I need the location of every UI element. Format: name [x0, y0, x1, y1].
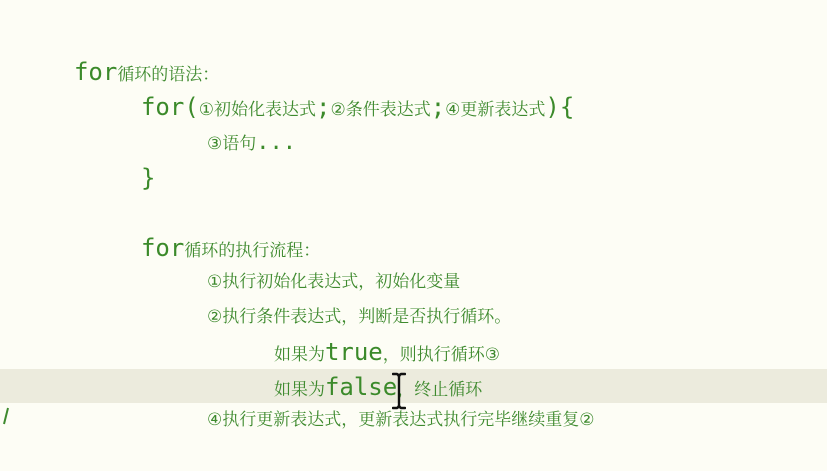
line-suffix: ，则执行循环③ — [382, 345, 500, 365]
close-paren-brace: ){ — [545, 93, 575, 121]
code-line-6 — [166, 231, 461, 292]
semicolon: ; — [316, 93, 331, 121]
code-line-4 — [100, 127, 156, 192]
condition-expression: ②条件表达式 — [330, 100, 431, 120]
partial-glyph — [2, 406, 10, 426]
init-expression: ①初始化表达式 — [198, 100, 317, 120]
semicolon: ; — [430, 93, 446, 121]
line-text: ④执行更新表达式，更新表达式执行完毕继续重复② — [206, 410, 595, 430]
keyword-for: for — [73, 58, 118, 86]
keyword-false: false — [324, 373, 398, 401]
code-line-2 — [100, 56, 575, 121]
line-suffix: ，终止循环 — [397, 380, 483, 400]
code-line-8 — [233, 301, 500, 366]
line-text: ②执行条件表达式，判断是否执行循环。 — [206, 307, 512, 327]
code-line-7 — [166, 266, 512, 327]
statement-text: ③语句 — [206, 134, 257, 154]
code-line-10 — [166, 369, 595, 430]
text-cursor-icon — [392, 372, 406, 410]
ellipsis: ... — [256, 130, 296, 155]
line-text: 循环的语法： — [117, 65, 220, 85]
line-text: ①执行初始化表达式，初始化变量 — [206, 272, 461, 292]
keyword-for: for — [140, 234, 185, 262]
keyword-for: for — [140, 93, 185, 121]
line-text: 循环的执行流程： — [184, 241, 321, 261]
open-paren: ( — [184, 93, 199, 121]
keyword-true: true — [324, 338, 383, 366]
line-prefix: 如果为 — [273, 345, 325, 365]
code-line-9 — [233, 336, 483, 401]
close-brace: } — [140, 164, 156, 192]
line-prefix: 如果为 — [273, 380, 325, 400]
code-line-5 — [100, 197, 321, 262]
code-line-1 — [33, 21, 220, 86]
code-line-3 — [166, 92, 296, 155]
update-expression: ④更新表达式 — [445, 100, 546, 120]
